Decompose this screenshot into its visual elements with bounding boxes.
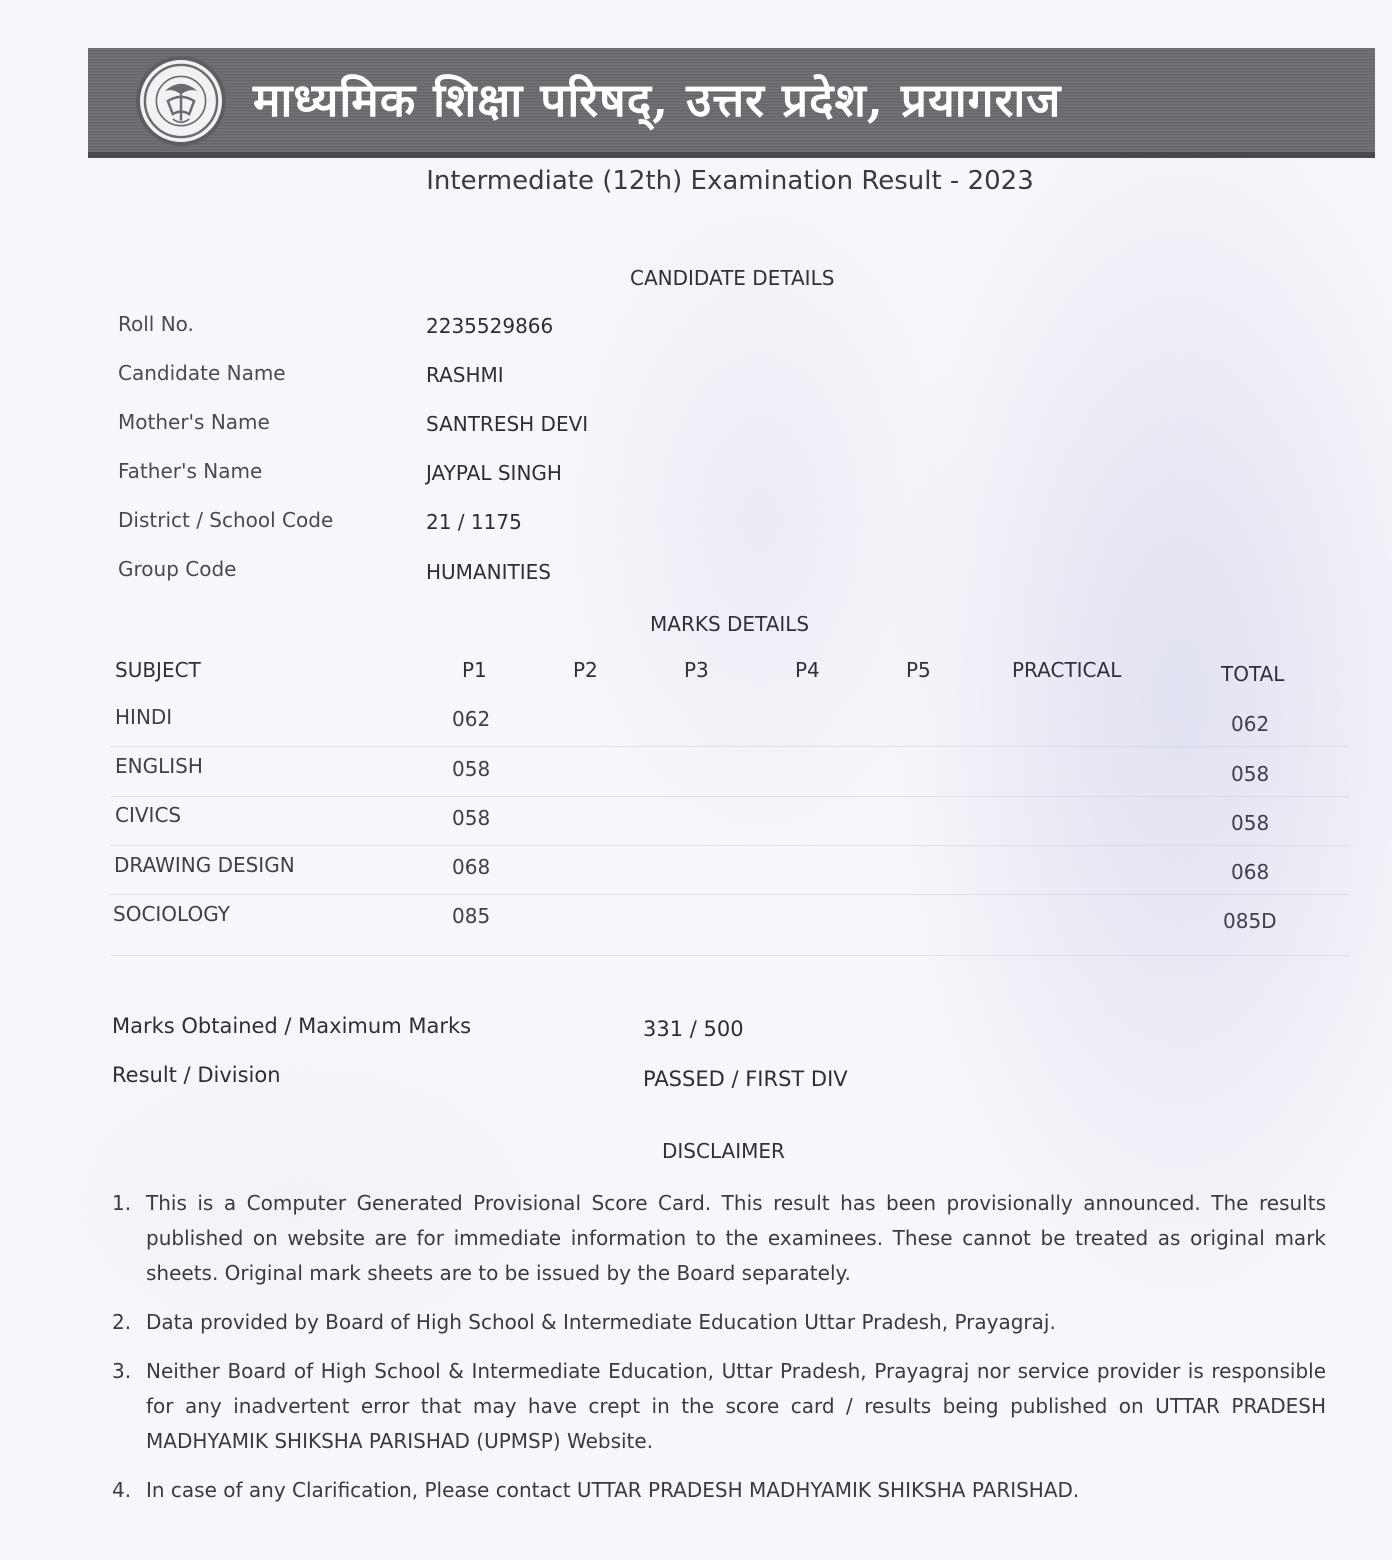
row-subject-sociology: SOCIOLOGY (113, 902, 230, 926)
row-total-english: 058 (1231, 762, 1270, 786)
marks-details-heading: MARKS DETAILS (650, 612, 810, 636)
row-divider (110, 955, 1350, 956)
father-name-label: Father's Name (118, 459, 263, 483)
row-total-drawing-design: 068 (1231, 860, 1270, 884)
mother-name-value: SANTRESH DEVI (426, 412, 589, 436)
row-divider (110, 746, 1350, 747)
exam-title: Intermediate (12th) Examination Result - 2023 (426, 166, 1034, 196)
upmsp-emblem-icon (136, 56, 226, 146)
row-divider (110, 845, 1350, 846)
row-total-civics: 058 (1231, 811, 1270, 835)
row-divider (110, 796, 1350, 797)
candidate-details-heading: CANDIDATE DETAILS (630, 266, 835, 290)
column-header-p3: P3 (684, 658, 709, 682)
district-school-code-value: 21 / 1175 (426, 510, 522, 534)
disclaimer-item (112, 1354, 1326, 1459)
district-school-code-label: District / School Code (118, 508, 334, 532)
group-code-value: HUMANITIES (426, 560, 551, 584)
row-p1-drawing-design: 068 (452, 855, 491, 879)
marks-obtained-value: 331 / 500 (643, 1017, 744, 1041)
row-p1-sociology: 085 (452, 904, 491, 928)
disclaimer-item-number: 4. (112, 1478, 132, 1502)
candidate-name-value: RASHMI (426, 363, 504, 387)
disclaimer-item-text: Data provided by Board of High School & Intermediate Education Uttar Pradesh, Prayagraj. (146, 1310, 1056, 1334)
disclaimer-item-number: 3. (112, 1359, 132, 1383)
mother-name-label: Mother's Name (118, 410, 270, 434)
column-header-total: TOTAL (1221, 662, 1285, 686)
header-band (88, 48, 1375, 158)
disclaimer-item-number: 2. (112, 1310, 132, 1334)
result-division-value: PASSED / FIRST DIV (643, 1067, 848, 1091)
column-header-p5: P5 (906, 658, 931, 682)
result-division-label: Result / Division (112, 1063, 281, 1087)
disclaimer-item-text: This is a Computer Generated Provisional Score Card. This result has been provisionally announced. The results published on website are for immediate information to the examinees. These cannot be treated as original mark sheets. Original mark sheets are to be issued by the Board separately. (146, 1191, 1326, 1285)
disclaimer-item-number: 1. (112, 1191, 132, 1215)
marks-obtained-label: Marks Obtained / Maximum Marks (112, 1014, 472, 1038)
father-name-value: JAYPAL SINGH (426, 461, 562, 485)
row-total-sociology: 085D (1223, 909, 1277, 933)
header-shadow (88, 152, 1375, 158)
column-header-p4: P4 (795, 658, 820, 682)
column-header-p2: P2 (573, 658, 598, 682)
row-subject-drawing-design: DRAWING DESIGN (114, 853, 295, 877)
roll-no-label: Roll No. (118, 312, 194, 336)
row-subject-english: ENGLISH (115, 754, 203, 778)
disclaimer-item-text: In case of any Clarification, Please contact UTTAR PRADESH MADHYAMIK SHIKSHA PARISHAD. (146, 1478, 1080, 1502)
board-title: माध्यमिक शिक्षा परिषद्, उत्तर प्रदेश, प्रयागराज (253, 73, 1062, 127)
disclaimer-item (112, 1305, 1326, 1340)
column-header-p1: P1 (462, 658, 487, 682)
row-subject-civics: CIVICS (115, 803, 182, 827)
disclaimer-item-text: Neither Board of High School & Intermediate Education, Uttar Pradesh, Prayagraj nor service provider is responsible for any inadvertent error that may have crept in the score card / results being published on UTTAR PRADESH MADHYAMIK SHIKSHA PARISHAD (UPMSP) Website. (146, 1359, 1326, 1453)
disclaimer-item (112, 1473, 1326, 1508)
disclaimer-item (112, 1186, 1326, 1291)
column-header-practical: PRACTICAL (1012, 658, 1122, 682)
row-p1-civics: 058 (452, 806, 491, 830)
row-total-hindi: 062 (1231, 712, 1270, 736)
candidate-name-label: Candidate Name (118, 361, 286, 385)
disclaimer-list (112, 1186, 1326, 1522)
column-header-subject: SUBJECT (115, 658, 201, 682)
row-p1-hindi: 062 (452, 707, 491, 731)
disclaimer-heading: DISCLAIMER (662, 1139, 785, 1163)
row-p1-english: 058 (452, 757, 491, 781)
roll-no-value: 2235529866 (426, 314, 554, 338)
group-code-label: Group Code (118, 557, 237, 581)
row-subject-hindi: HINDI (115, 705, 173, 729)
row-divider (110, 894, 1350, 895)
